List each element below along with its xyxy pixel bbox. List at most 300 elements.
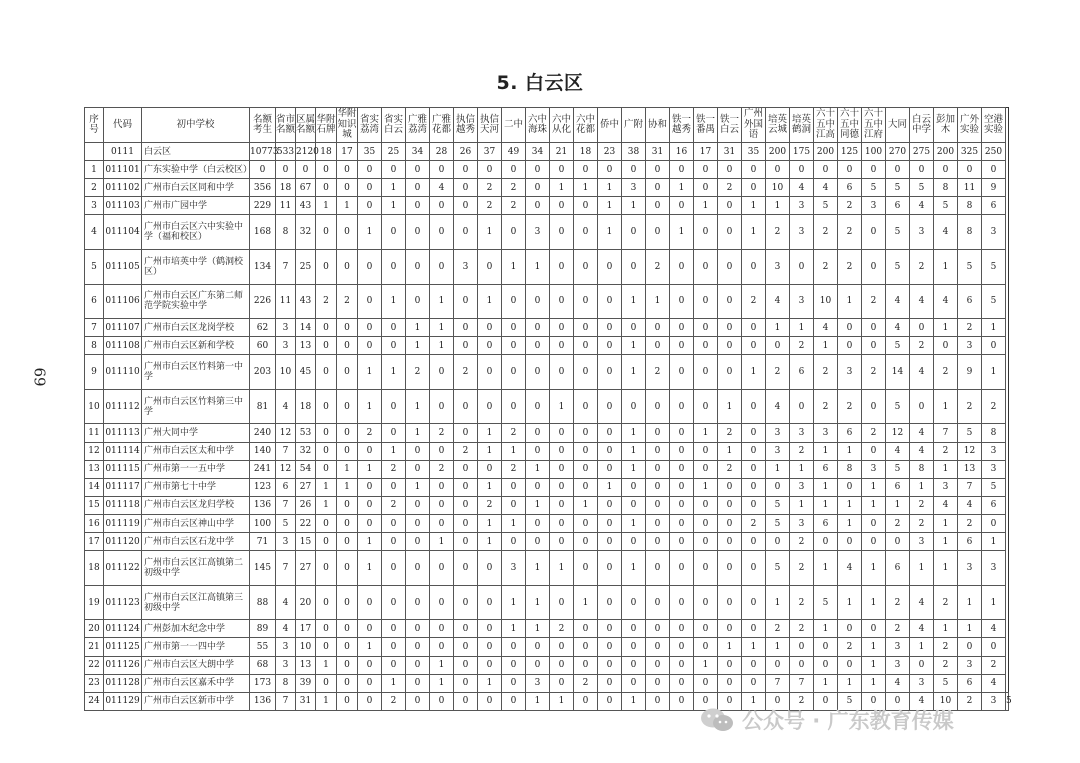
quota-cell: 0	[598, 515, 622, 533]
quota-cell: 4	[766, 389, 790, 424]
quota-cell: 0	[934, 161, 958, 179]
quota-cell: 0	[316, 620, 337, 638]
quota-cell: 0	[316, 585, 337, 620]
quota-cell: 0	[337, 496, 358, 514]
quota-cell: 0	[478, 656, 502, 674]
quota-cell: 0	[838, 533, 862, 551]
quota-cell: 0	[670, 250, 694, 285]
quota-cell: 0	[646, 674, 670, 692]
quota-cell: 3	[790, 424, 814, 442]
quota-cell: 226	[250, 284, 276, 319]
quota-cell: 0	[382, 478, 406, 496]
quota-cell: 0	[478, 638, 502, 656]
quota-cell: 0	[550, 674, 574, 692]
quota-cell: 0	[337, 161, 358, 179]
quota-cell: 0	[838, 656, 862, 674]
quota-cell: 0	[670, 389, 694, 424]
quota-cell: 0	[502, 389, 526, 424]
quota-cell: 0	[430, 585, 454, 620]
code-cell: 011108	[104, 337, 142, 355]
quota-cell: 0	[550, 638, 574, 656]
table-row	[85, 215, 1009, 250]
table-row	[85, 250, 1009, 285]
quota-cell: 2	[838, 389, 862, 424]
quota-cell: 1	[316, 478, 337, 496]
quota-cell: 0	[316, 638, 337, 656]
quota-cell: 2	[934, 656, 958, 674]
quota-cell: 1	[598, 478, 622, 496]
quota-cell: 0	[718, 496, 742, 514]
quota-cell: 0	[694, 355, 718, 390]
quota-cell: 0	[550, 215, 574, 250]
quota-cell: 2	[910, 496, 934, 514]
quota-cell: 8	[934, 179, 958, 197]
quota-cell: 1	[862, 638, 886, 656]
quota-cell: 1	[718, 638, 742, 656]
quota-cell: 1	[982, 585, 1006, 620]
quota-cell: 7	[276, 692, 296, 710]
quota-cell: 1	[862, 551, 886, 586]
quota-cell: 0	[622, 638, 646, 656]
quota-cell: 0	[358, 478, 382, 496]
quota-cell: 1	[382, 674, 406, 692]
table-row	[85, 442, 1009, 460]
quota-cell: 0	[598, 337, 622, 355]
quota-cell: 0	[574, 250, 598, 285]
quota-cell: 0	[598, 460, 622, 478]
quota-cell: 2	[862, 284, 886, 319]
quota-cell: 3	[766, 442, 790, 460]
school-name-cell: 广州市培英中学（鹤洞校区）	[142, 250, 250, 285]
quota-cell: 0	[718, 284, 742, 319]
quota-cell: 8	[276, 215, 296, 250]
quota-cell: 10	[276, 355, 296, 390]
column-header: 省实荔湾	[358, 108, 382, 143]
index-cell: 21	[85, 638, 104, 656]
quota-cell: 6	[886, 478, 910, 496]
quota-cell: 0	[718, 250, 742, 285]
table-row	[85, 478, 1009, 496]
quota-cell: 275	[910, 143, 934, 161]
quota-cell: 1	[358, 215, 382, 250]
quota-cell: 0	[694, 533, 718, 551]
quota-cell: 0	[337, 692, 358, 710]
quota-cell: 0	[958, 638, 982, 656]
quota-cell: 0	[382, 389, 406, 424]
quota-cell: 6	[982, 197, 1006, 215]
quota-cell: 2	[742, 515, 766, 533]
quota-cell: 2	[790, 533, 814, 551]
quota-cell: 4	[276, 389, 296, 424]
quota-cell: 0	[358, 442, 382, 460]
quota-cell: 4	[910, 284, 934, 319]
quota-cell: 0	[646, 478, 670, 496]
quota-cell: 18	[296, 389, 316, 424]
quota-cell: 0	[358, 337, 382, 355]
quota-cell: 0	[454, 515, 478, 533]
quota-cell: 1	[622, 284, 646, 319]
index-cell: 2	[85, 179, 104, 197]
quota-cell: 45	[296, 355, 316, 390]
quota-cell: 0	[478, 161, 502, 179]
quota-cell: 0	[316, 551, 337, 586]
quota-cell: 3	[502, 551, 526, 586]
quota-cell: 0	[382, 656, 406, 674]
code-cell: 011119	[104, 515, 142, 533]
quota-cell: 0	[454, 424, 478, 442]
quota-cell: 0	[316, 337, 337, 355]
quota-cell: 0	[430, 161, 454, 179]
quota-cell: 34	[406, 143, 430, 161]
quota-cell: 0	[598, 424, 622, 442]
quota-cell: 2	[910, 337, 934, 355]
quota-cell: 6	[958, 674, 982, 692]
table-header-row	[85, 108, 1009, 143]
index-cell	[85, 143, 104, 161]
quota-cell: 2	[838, 215, 862, 250]
quota-cell: 0	[550, 478, 574, 496]
quota-cell: 3	[276, 533, 296, 551]
quota-cell: 0	[574, 284, 598, 319]
quota-cell: 0	[982, 161, 1006, 179]
quota-cell: 0	[838, 337, 862, 355]
column-header: 序号	[85, 108, 104, 143]
code-cell: 011115	[104, 460, 142, 478]
table-row	[85, 551, 1009, 586]
quota-cell: 4	[276, 620, 296, 638]
quota-cell: 1	[622, 515, 646, 533]
index-cell: 7	[85, 319, 104, 337]
watermark-text: 公众号 · 广东教育传媒	[742, 709, 954, 733]
quota-cell: 2	[934, 355, 958, 390]
quota-cell: 2	[958, 692, 982, 710]
index-cell: 19	[85, 585, 104, 620]
school-name-cell: 广州市白云区广东第二师范学院实验中学	[142, 284, 250, 319]
quota-cell: 0	[862, 319, 886, 337]
quota-cell: 0	[598, 319, 622, 337]
quota-cell: 2	[382, 460, 406, 478]
quota-cell: 0	[382, 161, 406, 179]
quota-cell: 0	[526, 656, 550, 674]
quota-cell: 6	[958, 533, 982, 551]
index-cell: 22	[85, 656, 104, 674]
quota-cell: 1	[337, 460, 358, 478]
quota-cell: 7	[790, 674, 814, 692]
column-header: 华附石牌	[316, 108, 337, 143]
quota-cell: 1	[910, 638, 934, 656]
quota-cell: 0	[670, 442, 694, 460]
quota-cell: 0	[454, 692, 478, 710]
quota-cell: 0	[550, 250, 574, 285]
quota-cell: 0	[670, 551, 694, 586]
quota-cell: 4	[910, 585, 934, 620]
quota-cell: 5	[910, 179, 934, 197]
quota-cell: 0	[430, 620, 454, 638]
quota-cell: 3	[814, 424, 838, 442]
quota-cell: 1	[910, 478, 934, 496]
quota-cell: 1	[502, 250, 526, 285]
quota-cell: 0	[550, 515, 574, 533]
quota-cell: 0	[646, 656, 670, 674]
code-cell: 011117	[104, 478, 142, 496]
quota-cell: 1	[838, 585, 862, 620]
quota-cell: 3	[958, 656, 982, 674]
quota-cell: 0	[646, 337, 670, 355]
quota-cell: 0	[862, 620, 886, 638]
quota-cell: 0	[598, 620, 622, 638]
quota-cell: 0	[337, 551, 358, 586]
quota-cell: 38	[622, 143, 646, 161]
quota-cell: 2	[502, 424, 526, 442]
quota-cell: 1	[316, 656, 337, 674]
quota-cell: 1	[742, 355, 766, 390]
quota-cell: 0	[742, 319, 766, 337]
quota-cell: 0	[670, 284, 694, 319]
quota-cell: 26	[454, 143, 478, 161]
quota-cell: 1	[382, 197, 406, 215]
quota-cell: 0	[790, 656, 814, 674]
quota-cell: 31	[296, 692, 316, 710]
quota-cell: 0	[742, 389, 766, 424]
quota-cell: 5	[934, 674, 958, 692]
quota-cell: 0	[337, 389, 358, 424]
quota-cell: 3	[886, 656, 910, 674]
quota-cell: 0	[766, 337, 790, 355]
quota-cell: 0	[958, 161, 982, 179]
quota-cell: 1	[862, 478, 886, 496]
quota-cell: 3	[766, 424, 790, 442]
quota-cell: 2	[382, 496, 406, 514]
quota-cell: 0	[502, 656, 526, 674]
quota-cell: 1	[622, 442, 646, 460]
quota-cell: 1	[382, 179, 406, 197]
quota-cell: 2	[958, 515, 982, 533]
quota-cell: 2	[958, 319, 982, 337]
quota-cell: 3	[622, 179, 646, 197]
quota-cell: 0	[646, 389, 670, 424]
quota-cell: 55	[250, 638, 276, 656]
quota-cell: 2	[454, 442, 478, 460]
table-row	[85, 197, 1009, 215]
column-header: 铁一番禺	[694, 108, 718, 143]
table-row	[85, 424, 1009, 442]
quota-cell: 1	[478, 478, 502, 496]
quota-cell: 4	[958, 496, 982, 514]
quota-cell: 0	[694, 215, 718, 250]
quota-cell: 2	[814, 215, 838, 250]
quota-cell: 0	[718, 337, 742, 355]
quota-cell: 0	[718, 692, 742, 710]
quota-cell: 39	[296, 674, 316, 692]
quota-cell: 3	[790, 515, 814, 533]
table-row	[85, 515, 1009, 533]
quota-cell: 0	[838, 319, 862, 337]
quota-cell: 0	[718, 620, 742, 638]
column-header: 六中海珠	[526, 108, 550, 143]
quota-cell: 240	[250, 424, 276, 442]
quota-cell: 1	[430, 656, 454, 674]
table-row	[85, 337, 1009, 355]
quota-cell: 0	[430, 215, 454, 250]
quota-cell: 1	[358, 355, 382, 390]
page-number: 69	[30, 367, 49, 387]
quota-cell: 4	[934, 215, 958, 250]
quota-cell: 1	[526, 692, 550, 710]
quota-cell: 5	[886, 337, 910, 355]
quota-cell: 4	[814, 179, 838, 197]
quota-cell: 0	[478, 460, 502, 478]
quota-cell: 3	[526, 674, 550, 692]
quota-cell: 200	[814, 143, 838, 161]
quota-cell: 0	[337, 337, 358, 355]
quota-cell: 8	[958, 197, 982, 215]
quota-cell: 0	[742, 551, 766, 586]
quota-cell: 0	[502, 674, 526, 692]
quota-cell: 1	[838, 674, 862, 692]
school-name-cell: 白云区	[142, 143, 250, 161]
quota-cell: 0	[382, 620, 406, 638]
quota-cell: 1	[406, 478, 430, 496]
quota-cell: 1	[670, 215, 694, 250]
quota-cell: 1	[958, 620, 982, 638]
quota-cell: 0	[337, 319, 358, 337]
quota-cell: 0	[358, 585, 382, 620]
quota-cell: 0	[337, 215, 358, 250]
quota-cell: 0	[574, 692, 598, 710]
quota-cell: 0	[478, 585, 502, 620]
quota-cell: 0	[766, 692, 790, 710]
quota-cell: 2	[358, 424, 382, 442]
quota-cell: 0	[646, 161, 670, 179]
quota-cell: 2	[790, 337, 814, 355]
quota-cell: 0	[694, 638, 718, 656]
school-name-cell: 广东实验中学（白云校区）	[142, 161, 250, 179]
quota-cell: 0	[358, 692, 382, 710]
index-cell: 1	[85, 161, 104, 179]
quota-cell: 6	[838, 424, 862, 442]
school-name-cell: 广州彭加木纪念中学	[142, 620, 250, 638]
quota-cell: 0	[862, 215, 886, 250]
quota-cell: 100	[250, 515, 276, 533]
quota-cell: 0	[718, 674, 742, 692]
quota-cell: 3	[838, 355, 862, 390]
quota-cell: 0	[550, 656, 574, 674]
quota-cell: 7	[276, 442, 296, 460]
quota-cell: 1	[742, 692, 766, 710]
quota-cell: 1	[766, 460, 790, 478]
quota-cell: 0	[574, 355, 598, 390]
quota-cell: 3	[958, 337, 982, 355]
quota-cell: 1	[478, 442, 502, 460]
quota-cell: 1	[526, 460, 550, 478]
quota-table	[84, 107, 1012, 711]
quota-cell: 0	[454, 478, 478, 496]
quota-cell: 1	[430, 533, 454, 551]
quota-cell: 0	[694, 179, 718, 197]
column-header: 六十五中江府	[862, 108, 886, 143]
quota-cell: 37	[478, 143, 502, 161]
quota-cell: 0	[316, 515, 337, 533]
quota-cell: 4	[982, 674, 1006, 692]
quota-cell: 2	[814, 355, 838, 390]
code-cell: 011107	[104, 319, 142, 337]
quota-cell: 1	[814, 442, 838, 460]
school-name-cell: 广州市白云区龙归学校	[142, 496, 250, 514]
quota-cell: 0	[502, 692, 526, 710]
quota-cell: 1	[862, 585, 886, 620]
quota-cell: 0	[766, 656, 790, 674]
table-row	[85, 161, 1009, 179]
code-cell: 011118	[104, 496, 142, 514]
quota-cell: 0	[598, 250, 622, 285]
school-name-cell: 广州市白云区同和中学	[142, 179, 250, 197]
school-name-cell: 广州市第一一五中学	[142, 460, 250, 478]
quota-cell: 0	[646, 533, 670, 551]
quota-cell: 0	[382, 250, 406, 285]
quota-cell: 0	[598, 638, 622, 656]
quota-cell: 2	[862, 355, 886, 390]
quota-cell: 3	[982, 442, 1006, 460]
quota-cell: 1	[430, 319, 454, 337]
quota-cell: 32	[296, 442, 316, 460]
school-name-cell: 广州大同中学	[142, 424, 250, 442]
quota-cell: 0	[454, 337, 478, 355]
column-header: 铁一白云	[718, 108, 742, 143]
quota-cell: 18	[316, 143, 337, 161]
quota-cell: 5	[886, 250, 910, 285]
quota-cell: 2	[337, 284, 358, 319]
school-name-cell: 广州市白云区神山中学	[142, 515, 250, 533]
index-cell: 20	[85, 620, 104, 638]
quota-cell: 10	[934, 692, 958, 710]
quota-cell: 1	[622, 692, 646, 710]
quota-cell: 0	[316, 161, 337, 179]
quota-cell: 0	[454, 161, 478, 179]
quota-cell: 2	[502, 460, 526, 478]
quota-cell: 17	[296, 620, 316, 638]
quota-cell: 0	[694, 515, 718, 533]
quota-cell: 25	[296, 250, 316, 285]
quota-cell: 0	[316, 442, 337, 460]
quota-cell: 2120	[296, 143, 316, 161]
quota-cell: 0	[670, 692, 694, 710]
quota-cell: 1	[406, 424, 430, 442]
quota-cell: 1	[574, 496, 598, 514]
quota-cell: 26	[296, 496, 316, 514]
quota-cell: 3	[982, 692, 1006, 710]
quota-cell: 0	[646, 460, 670, 478]
quota-cell: 0	[598, 533, 622, 551]
quota-cell: 0	[316, 674, 337, 692]
quota-cell: 8	[910, 460, 934, 478]
quota-cell: 0	[622, 389, 646, 424]
school-name-cell: 广州市白云区新和学校	[142, 337, 250, 355]
quota-cell: 0	[430, 442, 454, 460]
quota-cell: 0	[502, 319, 526, 337]
quota-cell: 0	[598, 585, 622, 620]
quota-cell: 1	[526, 551, 550, 586]
quota-cell: 12	[276, 424, 296, 442]
quota-cell: 0	[430, 515, 454, 533]
quota-cell: 533	[276, 143, 296, 161]
quota-cell: 0	[454, 533, 478, 551]
column-header: 广雅花都	[430, 108, 454, 143]
quota-cell: 0	[694, 551, 718, 586]
quota-cell: 145	[250, 551, 276, 586]
column-header: 广外实验	[958, 108, 982, 143]
index-cell: 14	[85, 478, 104, 496]
quota-cell: 1	[382, 442, 406, 460]
